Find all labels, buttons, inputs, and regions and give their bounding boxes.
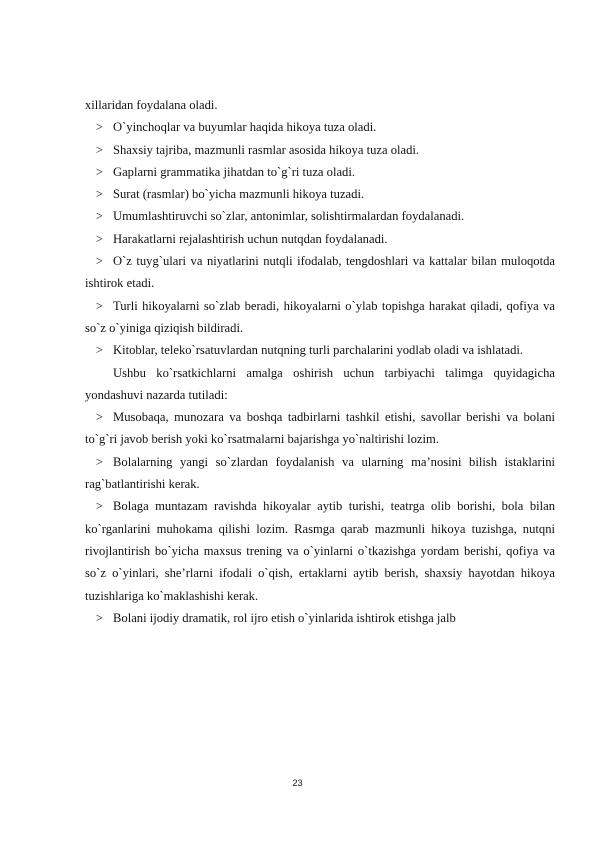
list-item-text: O`z tuyg`ulari va niyatlarini nutqli ifodalab, tengdoshlari va kattalar bilan muloqotda ishtirok etadi. [85,254,555,291]
bullet-marker-icon: > [95,454,103,469]
list-item [85,205,555,227]
list-item-text: Bolaga muntazam ravishda hikoyalar aytib turishi, teatrga olib borishi, bola bilan ko`rganlarini muhokama qilishi lozim. Rasmga qarab mazmunli hikoya tuzishga, nutqni rivojlantirish bo`yicha maxsus trening va o`yinlarni o`tkazishga yordam berishi, qofiya va so`z o`yinlari, she’rlarni ifodali o`qish, ertaklarni aytib berish, shaxsiy hayotdan hikoya tuzishlariga ko`maklashishi kerak. [85,499,555,603]
list-item [85,607,555,629]
list-item [85,339,555,361]
list-item [85,451,555,496]
list-item [85,183,555,205]
list-item [85,250,555,295]
bullet-marker-icon: > [95,499,103,514]
bullet-marker-icon: > [95,120,103,135]
bullet-list-approaches [85,406,555,629]
body-paragraph: Ushbu ko`rsatkichlarni amalga oshirish uchun tarbiyachi talimga quyidagicha yondashuvi nazarda tutiladi: [85,365,555,402]
lead-line: xillaridan foydalana oladi. [85,98,218,112]
list-item-text: Turli hikoyalarni so`zlab beradi, hikoyalarni o`ylab topishga harakat qiladi, qofiya va so`z o`yiniga qiziqish bildiradi. [85,298,555,335]
list-item-text: Musobaqa, munozara va boshqa tadbirlarni tashkil etishi, savollar berishi va bolani to`g`ri javob berish yoki ko`rsatmalarni bajarishga yo`naltirishi lozim. [85,410,555,447]
list-item [85,139,555,161]
list-item-text: Shaxsiy tajriba, mazmunli rasmlar asosida hikoya tuza oladi. [113,142,420,157]
bullet-marker-icon: > [95,187,103,202]
list-item [85,495,555,606]
list-item [85,295,555,340]
list-item-text: O`yinchoqlar va buyumlar haqida hikoya tuza oladi. [113,120,377,135]
list-item-text: Surat (rasmlar) bo`yicha mazmunli hikoya tuzadi. [113,187,365,202]
bullet-list-indicators [85,116,555,361]
bullet-marker-icon: > [95,209,103,224]
list-item-text: Harakatlarni rejalashtirish uchun nutqdan foydalanadi. [113,231,388,246]
list-item [85,228,555,250]
bullet-marker-icon: > [95,142,103,157]
bullet-marker-icon: > [95,343,103,358]
list-item-text: Umumlashtiruvchi so`zlar, antonimlar, solishtirmalardan foydalanadi. [113,209,465,224]
list-item [85,161,555,183]
bullet-marker-icon: > [95,610,103,625]
bullet-marker-icon: > [95,298,103,313]
bullet-marker-icon: > [95,164,103,179]
list-item [85,406,555,451]
bullet-marker-icon: > [95,231,103,246]
list-item-text: Bolani ijodiy dramatik, rol ijro etish o`yinlarida ishtirok etishga jalb [113,610,456,625]
list-item-text: Gaplarni grammatika jihatdan to`g`ri tuza oladi. [113,164,355,179]
page-number: 23 [292,778,303,788]
document-page [85,94,555,629]
bullet-marker-icon: > [95,254,103,269]
list-item-text: Bolalarning yangi so`zlardan foydalanish va ularning ma’nosini bilish istaklarini rag`batlantirishi kerak. [85,454,555,492]
bullet-marker-icon: > [95,410,103,425]
list-item [85,116,555,138]
list-item-text: Kitoblar, teleko`rsatuvlardan nutqning turli parchalarini yodlab oladi va ishlatadi. [113,343,524,358]
